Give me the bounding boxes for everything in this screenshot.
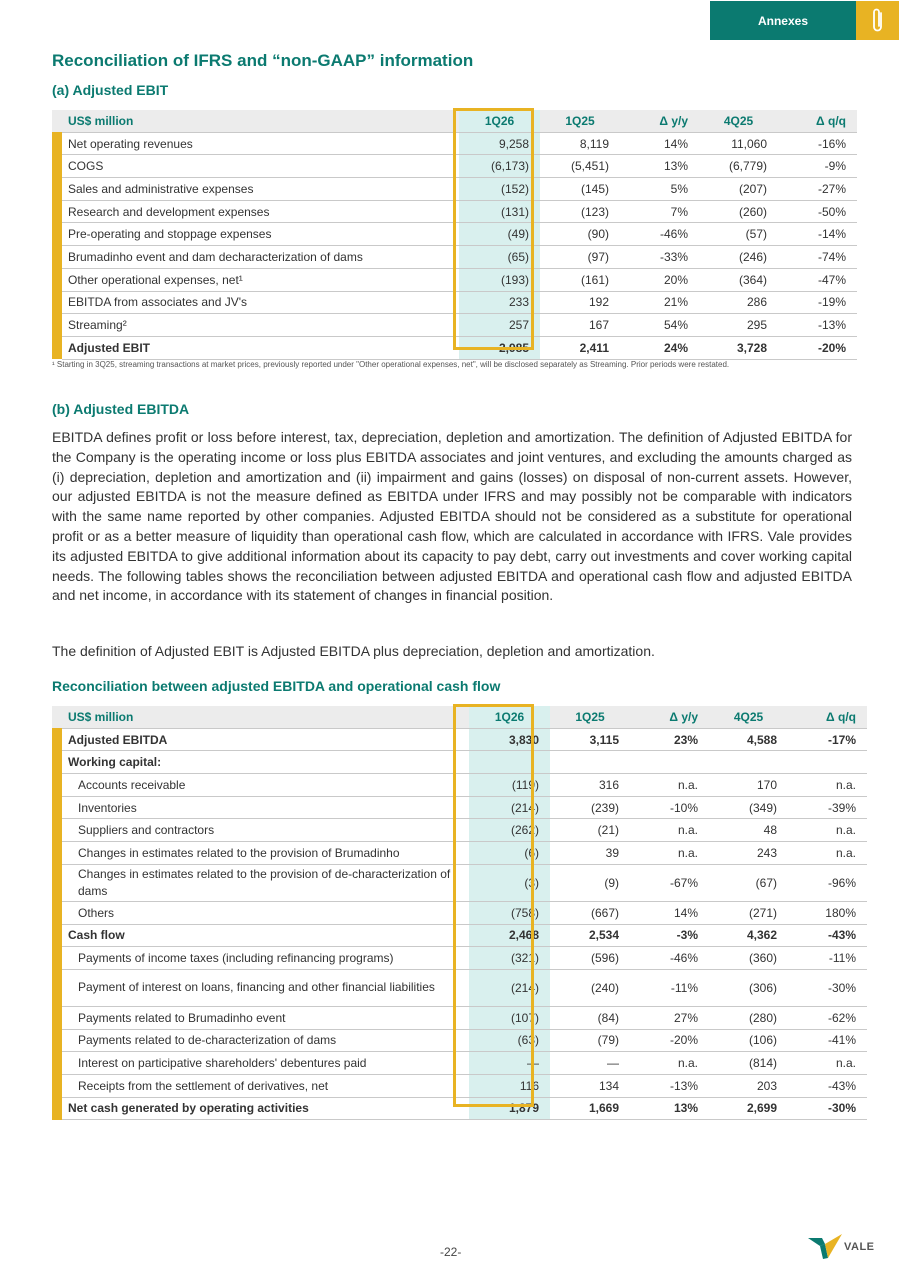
cell: 54% (620, 314, 699, 337)
table-row (52, 924, 867, 947)
table-header-row (52, 706, 867, 728)
cell: (240) (550, 969, 630, 1006)
cell: -17% (788, 728, 867, 751)
cell: 24% (620, 336, 699, 359)
section-a-heading: (a) Adjusted EBIT (52, 82, 169, 98)
cell: 2,468 (469, 924, 550, 947)
cell: 4,588 (709, 728, 788, 751)
cell: (9) (550, 864, 630, 901)
column-header: 4Q25 (699, 110, 778, 132)
cell: (123) (540, 200, 620, 223)
row-label: Sales and administrative expenses (62, 178, 459, 201)
row-label: Payments of income taxes (including refinancing programs) (62, 947, 469, 970)
cell: 167 (540, 314, 620, 337)
cell: (152) (459, 178, 540, 201)
row-label: EBITDA from associates and JV's (62, 291, 459, 314)
table-row (52, 819, 867, 842)
cell: -74% (778, 246, 857, 269)
cell: (84) (550, 1006, 630, 1029)
cell: 27% (630, 1006, 709, 1029)
column-header: Δ y/y (630, 706, 709, 728)
table-row (52, 842, 867, 865)
row-label: Others (62, 901, 469, 924)
cell (469, 751, 550, 774)
cell: (145) (540, 178, 620, 201)
cell: 39 (550, 842, 630, 865)
row-label: COGS (62, 155, 459, 178)
cell: 9,258 (459, 132, 540, 155)
cell: (239) (550, 796, 630, 819)
table-row (52, 1074, 867, 1097)
cell: -13% (778, 314, 857, 337)
cell: (57) (699, 223, 778, 246)
cell: (321) (469, 947, 550, 970)
cell: — (469, 1052, 550, 1075)
cell: -13% (630, 1074, 709, 1097)
cell (788, 751, 867, 774)
cell: -3% (630, 924, 709, 947)
cell: 14% (620, 132, 699, 155)
cell: 316 (550, 774, 630, 797)
cell: 3,115 (550, 728, 630, 751)
table-row (52, 947, 867, 970)
row-label: Pre-operating and stoppage expenses (62, 223, 459, 246)
table-row (52, 1029, 867, 1052)
cell: (596) (550, 947, 630, 970)
cell: 1,879 (469, 1097, 550, 1120)
cell: 8,119 (540, 132, 620, 155)
table-row (52, 728, 867, 751)
cell: -30% (788, 1097, 867, 1120)
row-label: Working capital: (62, 751, 469, 774)
cell: 13% (620, 155, 699, 178)
cell: -33% (620, 246, 699, 269)
cell: -67% (630, 864, 709, 901)
cell: (63) (469, 1029, 550, 1052)
cell: 243 (709, 842, 788, 865)
paperclip-icon (856, 1, 899, 40)
cell: 295 (699, 314, 778, 337)
cell: n.a. (630, 774, 709, 797)
row-label: Streaming² (62, 314, 459, 337)
footnote: ¹ Starting in 3Q25, streaming transactions at market prices, previously reported under "Other operational expenses, net", will be disclosed separately as Streaming. Prior periods were restated. (52, 360, 730, 369)
cell: n.a. (630, 1052, 709, 1075)
cell: -96% (788, 864, 867, 901)
table-row (52, 1052, 867, 1075)
table-row (52, 200, 857, 223)
cell: n.a. (788, 1052, 867, 1075)
cell: (131) (459, 200, 540, 223)
row-label: Cash flow (62, 924, 469, 947)
row-label: Adjusted EBIT (62, 336, 459, 359)
cell: (193) (459, 268, 540, 291)
cell: 180% (788, 901, 867, 924)
section-b-heading: (b) Adjusted EBITDA (52, 401, 190, 417)
cell: (758) (469, 901, 550, 924)
row-label: Payments related to Brumadinho event (62, 1006, 469, 1029)
total-row (52, 1097, 867, 1120)
cell (709, 751, 788, 774)
cell: n.a. (788, 774, 867, 797)
cell: -10% (630, 796, 709, 819)
column-header: 1Q25 (550, 706, 630, 728)
vale-logo-icon (808, 1234, 842, 1260)
cell: -43% (788, 1074, 867, 1097)
cell: (349) (709, 796, 788, 819)
cell: 11,060 (699, 132, 778, 155)
cell: n.a. (630, 842, 709, 865)
cell: (667) (550, 901, 630, 924)
cell: -11% (630, 969, 709, 1006)
table-row (52, 155, 857, 178)
table-row (52, 796, 867, 819)
row-label: Net cash generated by operating activities (62, 1097, 469, 1120)
cell: -47% (778, 268, 857, 291)
cell (550, 751, 630, 774)
cell: -16% (778, 132, 857, 155)
table-row (52, 246, 857, 269)
cell: (271) (709, 901, 788, 924)
table-row (52, 223, 857, 246)
cell: (214) (469, 796, 550, 819)
table-row (52, 314, 857, 337)
cell: -19% (778, 291, 857, 314)
annexes-tab[interactable] (710, 1, 856, 40)
ebitda-definition-paragraph: EBITDA defines profit or loss before interest, tax, depreciation, depletion and amortization. The definition of Adjusted EBITDA for the Company is the operating income or loss plus EBITDA associates and joint ventures, and excluding the amounts charged as (i) depreciation, depletion and amortization and (ii) impairment and gains (losses) on disposal of non-current assets. However, our adjusted EBITDA is not the measure defined as EBITDA under IFRS and may possibly not be comparable with indicators with the same name reported by other companies. Adjusted EBITDA should not be considered as a substitute for operational profit or as a better measure of liquidity than operational cash flow, which are calculated in accordance with IFRS. Vale provides its adjusted EBITDA to give additional information about its capacity to pay debt, carry out investments and cover working capital needs. The following tables shows the reconciliation between adjusted EBITDA and operational cash flow and adjusted EBITDA and net income, in accordance with its statement of changes in financial position. (52, 429, 852, 604)
cell: (79) (550, 1029, 630, 1052)
row-label: Receipts from the settlement of derivatives, net (62, 1074, 469, 1097)
row-label: Inventories (62, 796, 469, 819)
cell: (107) (469, 1006, 550, 1029)
column-header: 4Q25 (709, 706, 788, 728)
cell: -43% (788, 924, 867, 947)
cell: -20% (630, 1029, 709, 1052)
row-label: Changes in estimates related to the provision of Brumadinho (62, 842, 469, 865)
ebit-definition-paragraph: The definition of Adjusted EBIT is Adjusted EBITDA plus depreciation, depletion and amortization. (52, 643, 655, 659)
table-row (52, 864, 867, 901)
row-label: Payments related to de-characterization of dams (62, 1029, 469, 1052)
cell: (67) (709, 864, 788, 901)
cell: 14% (630, 901, 709, 924)
cell: (21) (550, 819, 630, 842)
cell: 48 (709, 819, 788, 842)
cell: -46% (630, 947, 709, 970)
cell: 2,534 (550, 924, 630, 947)
cell: (814) (709, 1052, 788, 1075)
table-row (52, 268, 857, 291)
cell: n.a. (630, 819, 709, 842)
table-header-row (52, 110, 857, 132)
cell: 3,830 (469, 728, 550, 751)
logo-text: VALE (844, 1241, 875, 1253)
page-number: -22- (440, 1245, 462, 1259)
cell: -14% (778, 223, 857, 246)
table-row (52, 969, 867, 1006)
table-row (52, 901, 867, 924)
cell: (90) (540, 223, 620, 246)
cell: 5% (620, 178, 699, 201)
cell: 134 (550, 1074, 630, 1097)
cell: -50% (778, 200, 857, 223)
cell: (49) (459, 223, 540, 246)
column-header: 1Q26 (469, 706, 550, 728)
column-header: US$ million (62, 110, 459, 132)
cell: (207) (699, 178, 778, 201)
table-row (52, 751, 867, 774)
cell: -9% (778, 155, 857, 178)
cell: (119) (469, 774, 550, 797)
cell: -46% (620, 223, 699, 246)
cell: (360) (709, 947, 788, 970)
row-label: Brumadinho event and dam decharacterization of dams (62, 246, 459, 269)
cell: 257 (459, 314, 540, 337)
cell: 13% (630, 1097, 709, 1120)
vale-logo (808, 1234, 875, 1260)
total-row (52, 336, 857, 359)
row-label: Net operating revenues (62, 132, 459, 155)
cell: n.a. (788, 819, 867, 842)
column-header: 1Q25 (540, 110, 620, 132)
table-row (52, 1006, 867, 1029)
column-header: 1Q26 (459, 110, 540, 132)
page-title: Reconciliation of IFRS and “non-GAAP” information (52, 51, 474, 70)
cell: 1,669 (550, 1097, 630, 1120)
cell: (106) (709, 1029, 788, 1052)
cell: -30% (788, 969, 867, 1006)
cell: 23% (630, 728, 709, 751)
cell: — (550, 1052, 630, 1075)
cashflow-table (52, 706, 867, 1120)
cell: (246) (699, 246, 778, 269)
cell: -27% (778, 178, 857, 201)
column-header: US$ million (62, 706, 469, 728)
cell: -20% (778, 336, 857, 359)
column-header: Δ y/y (620, 110, 699, 132)
column-header: Δ q/q (788, 706, 867, 728)
cell: (262) (469, 819, 550, 842)
cell (630, 751, 709, 774)
row-label: Changes in estimates related to the provision of de-characterization of dams (62, 864, 469, 901)
cell: 20% (620, 268, 699, 291)
row-label: Suppliers and contractors (62, 819, 469, 842)
cell: 192 (540, 291, 620, 314)
table-row (52, 178, 857, 201)
cell: 203 (709, 1074, 788, 1097)
cell: (5,451) (540, 155, 620, 178)
cell: (97) (540, 246, 620, 269)
cell: -41% (788, 1029, 867, 1052)
row-label: Interest on participative shareholders' debentures paid (62, 1052, 469, 1075)
cell: (6,779) (699, 155, 778, 178)
annexes-label: Annexes (757, 13, 809, 28)
cell: 4,362 (709, 924, 788, 947)
cell: (6,173) (459, 155, 540, 178)
cell: 2,411 (540, 336, 620, 359)
cell: 233 (459, 291, 540, 314)
column-header: Δ q/q (778, 110, 857, 132)
row-label: Adjusted EBITDA (62, 728, 469, 751)
cell: 170 (709, 774, 788, 797)
cell: 2,985 (459, 336, 540, 359)
cell: 286 (699, 291, 778, 314)
cell: 3,728 (699, 336, 778, 359)
cell: (161) (540, 268, 620, 291)
cell: -62% (788, 1006, 867, 1029)
table-row (52, 774, 867, 797)
cell: -11% (788, 947, 867, 970)
cell: (260) (699, 200, 778, 223)
cell: (280) (709, 1006, 788, 1029)
cashflow-heading: Reconciliation between adjusted EBITDA and operational cash flow (52, 678, 501, 694)
row-label: Accounts receivable (62, 774, 469, 797)
cell: n.a. (788, 842, 867, 865)
adjusted-ebit-table (52, 110, 857, 360)
table-row (52, 132, 857, 155)
table-row (52, 291, 857, 314)
row-label: Research and development expenses (62, 200, 459, 223)
row-label: Other operational expenses, net¹ (62, 268, 459, 291)
cell: (214) (469, 969, 550, 1006)
cell: (6) (469, 842, 550, 865)
cell: 7% (620, 200, 699, 223)
cell: 21% (620, 291, 699, 314)
cell: -39% (788, 796, 867, 819)
row-label: Payment of interest on loans, financing and other financial liabilities (62, 969, 469, 1006)
cell: (3) (469, 864, 550, 901)
cell: 2,699 (709, 1097, 788, 1120)
cell: (364) (699, 268, 778, 291)
cell: 116 (469, 1074, 550, 1097)
cell: (65) (459, 246, 540, 269)
cell: (306) (709, 969, 788, 1006)
